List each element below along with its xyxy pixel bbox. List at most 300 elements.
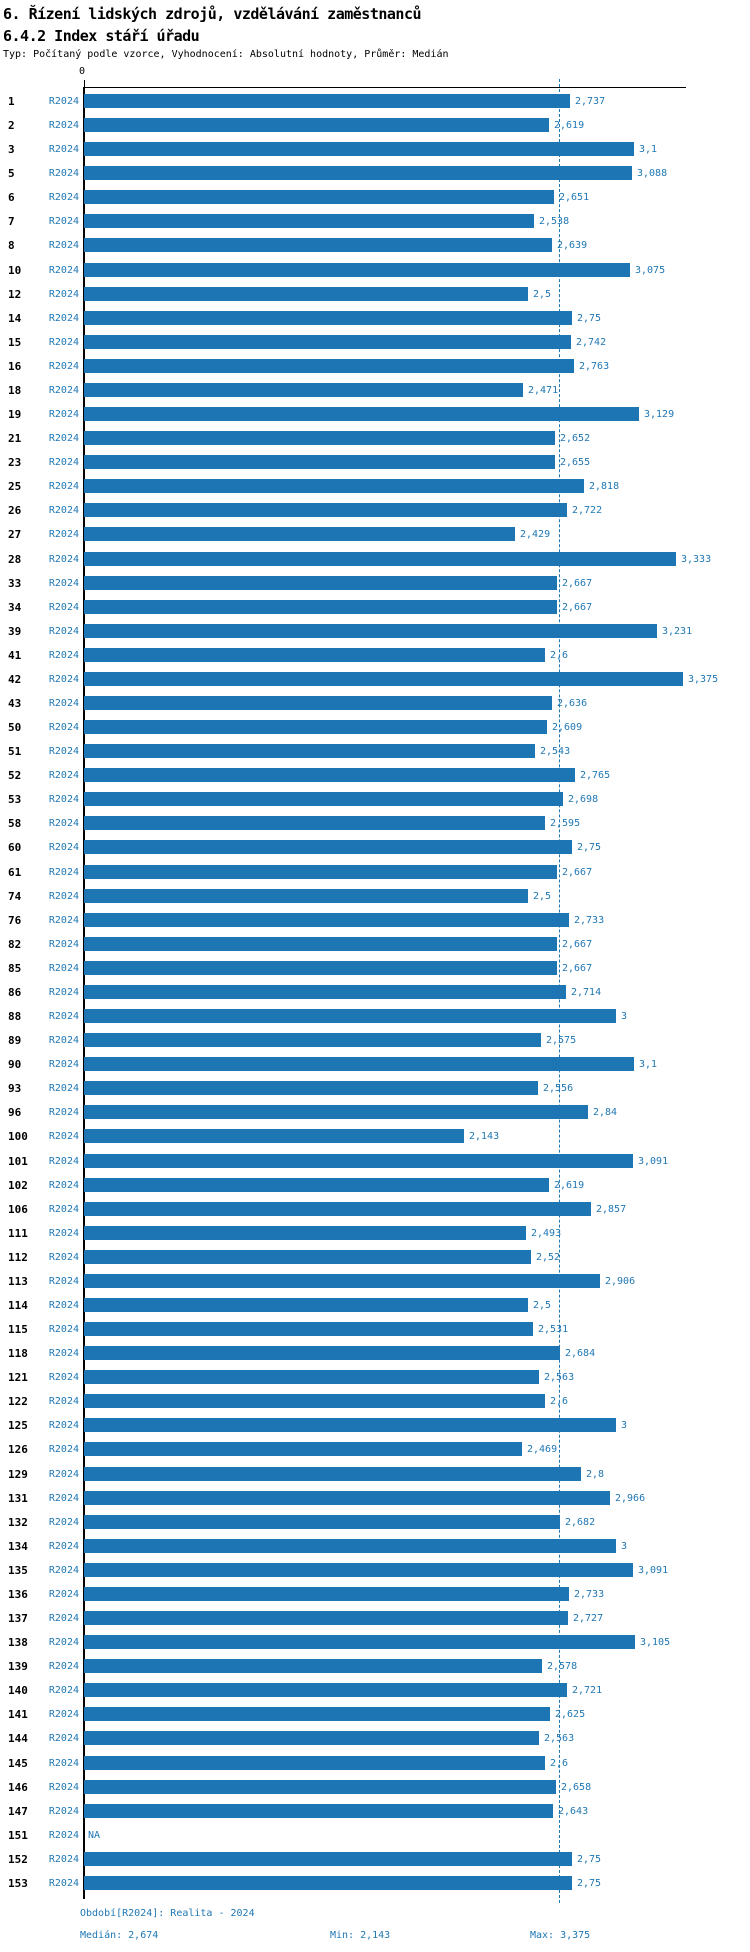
row-number: 121 [8,1371,28,1384]
bar [84,1467,581,1481]
chart-row [0,431,750,455]
series-label: R2024 [48,1782,79,1793]
chart-row [0,744,750,768]
chart-row [0,1563,750,1587]
row-number: 42 [8,673,22,686]
bar [84,1491,610,1505]
row-number: 147 [8,1805,28,1818]
row-number: 53 [8,793,22,806]
series-label: R2024 [48,1300,79,1311]
bar [84,552,676,566]
bar-value-label: 2,639 [557,240,588,251]
row-number: 126 [8,1443,28,1456]
bar [84,1322,533,1336]
series-label: R2024 [48,1180,79,1191]
bar [84,985,566,999]
bar [84,263,630,277]
bar [84,1683,567,1697]
bar-value-label: 2,563 [544,1372,575,1383]
bar [84,311,572,325]
bar [84,672,683,686]
series-label: R2024 [48,265,79,276]
series-label: R2024 [48,1011,79,1022]
bar-value-label: 2,75 [577,313,602,324]
bar-value-label: 2,538 [539,216,570,227]
bar [84,1250,531,1264]
series-label: R2024 [48,1469,79,1480]
bar [84,696,552,710]
row-number: 89 [8,1034,22,1047]
chart-row [0,142,750,166]
chart-row [0,1226,750,1250]
row-number: 3 [8,143,15,156]
bar [84,768,575,782]
bar-value-label: 2,667 [562,578,593,589]
chart-row [0,1852,750,1876]
series-label: R2024 [48,1517,79,1528]
bar [84,1587,569,1601]
chart-row [0,1731,750,1755]
chart-title-line1: 6. Řízení lidských zdrojů, vzdělávání zaměstnanců [3,5,422,23]
row-number: 129 [8,1468,28,1481]
bar [84,889,528,903]
chart-row [0,1154,750,1178]
row-number: 14 [8,312,22,325]
bar [84,383,523,397]
series-label: R2024 [48,1228,79,1239]
row-number: 137 [8,1612,28,1625]
series-label: R2024 [48,650,79,661]
chart-row [0,985,750,1009]
chart-row [0,1250,750,1274]
bar [84,624,657,638]
na-label: NA [88,1830,101,1841]
chart-row [0,937,750,961]
chart-row [0,1298,750,1322]
series-label: R2024 [48,529,79,540]
bar-value-label: 2,721 [572,1685,603,1696]
bar [84,287,528,301]
bar-value-label: 2,75 [577,1878,602,1889]
bar [84,913,569,927]
row-number: 52 [8,769,22,782]
bar [84,455,555,469]
series-label: R2024 [48,289,79,300]
bar [84,1033,541,1047]
series-label: R2024 [48,240,79,251]
bar [84,1876,572,1890]
bar-value-label: 2,563 [544,1733,575,1744]
bar-value-label: 2,737 [575,96,606,107]
chart-row [0,768,750,792]
bar-value-label: 2,667 [562,963,593,974]
bar [84,576,557,590]
chart-row [0,1178,750,1202]
series-label: R2024 [48,1806,79,1817]
series-label: R2024 [48,1035,79,1046]
bar-value-label: 2,84 [593,1107,618,1118]
bar-value-label: 2,75 [577,842,602,853]
row-number: 76 [8,914,22,927]
row-number: 60 [8,841,22,854]
bar [84,166,632,180]
chart-row [0,1804,750,1828]
bar [84,527,515,541]
row-number: 2 [8,119,15,132]
chart-row [0,407,750,431]
bar [84,1707,550,1721]
bar-value-label: 2,698 [568,794,599,805]
chart-title-line2: 6.4.2 Index stáří úřadu [3,27,200,45]
series-label: R2024 [48,1589,79,1600]
bar [84,1731,539,1745]
row-number: 151 [8,1829,28,1842]
bar [84,1539,616,1553]
bar-value-label: 2,857 [596,1204,627,1215]
bar [84,1563,633,1577]
row-number: 25 [8,480,22,493]
series-label: R2024 [48,1733,79,1744]
row-number: 15 [8,336,22,349]
bar-value-label: 2,578 [547,1661,578,1672]
series-label: R2024 [48,481,79,492]
bar-value-label: 2,722 [572,505,603,516]
bar-value-label: 2,652 [560,433,591,444]
chart-row [0,238,750,262]
bar [84,840,572,854]
bar-value-label: 3 [621,1011,628,1022]
bar [84,94,570,108]
row-number: 134 [8,1540,28,1553]
chart-row [0,1274,750,1298]
bar [84,1804,553,1818]
bar [84,142,634,156]
chart-row [0,287,750,311]
bar-value-label: 2,763 [579,361,610,372]
bar [84,1346,560,1360]
bar-value-label: 2,471 [528,385,559,396]
series-label: R2024 [48,1131,79,1142]
series-label: R2024 [48,96,79,107]
x-axis-line [84,87,686,88]
bar-value-label: 2,906 [605,1276,636,1287]
series-label: R2024 [48,794,79,805]
series-label: R2024 [48,602,79,613]
series-label: R2024 [48,1661,79,1672]
series-label: R2024 [48,1565,79,1576]
chart-row [0,961,750,985]
chart-row [0,1491,750,1515]
row-number: 1 [8,95,15,108]
chart-row [0,913,750,937]
row-number: 96 [8,1106,22,1119]
chart-row [0,1346,750,1370]
row-number: 34 [8,601,22,614]
bar [84,937,557,951]
bar [84,648,545,662]
chart-row [0,263,750,287]
chart-row [0,1756,750,1780]
chart-row [0,1442,750,1466]
chart-row [0,190,750,214]
chart-row [0,335,750,359]
bar [84,359,574,373]
bar [84,1515,560,1529]
chart-row [0,889,750,913]
series-label: R2024 [48,1324,79,1335]
bar-value-label: 3,1 [639,1059,658,1070]
series-label: R2024 [48,1758,79,1769]
series-label: R2024 [48,1156,79,1167]
chart-row [0,359,750,383]
bar [84,1298,528,1312]
series-label: R2024 [48,120,79,131]
chart-row [0,720,750,744]
series-label: R2024 [48,433,79,444]
bar-value-label: 2,5 [533,891,552,902]
series-label: R2024 [48,891,79,902]
row-number: 27 [8,528,22,541]
chart-row [0,1129,750,1153]
series-label: R2024 [48,409,79,420]
chart-row [0,576,750,600]
bar-value-label: 2,742 [576,337,607,348]
bar [84,1274,600,1288]
bar-value-label: 2,143 [469,1131,500,1142]
bar-value-label: 3,231 [662,626,693,637]
series-label: R2024 [48,746,79,757]
chart-row [0,1033,750,1057]
series-label: R2024 [48,674,79,685]
row-number: 152 [8,1853,28,1866]
series-label: R2024 [48,313,79,324]
x-axis-zero-label: 0 [79,66,86,77]
chart-row [0,1780,750,1804]
bar-value-label: 3,375 [688,674,719,685]
row-number: 12 [8,288,22,301]
chart-row [0,383,750,407]
bar-value-label: 2,643 [558,1806,589,1817]
bar [84,1780,556,1794]
series-label: R2024 [48,1541,79,1552]
bar-value-label: 3,091 [638,1156,669,1167]
bar [84,190,554,204]
chart-row [0,1828,750,1852]
row-number: 145 [8,1757,28,1770]
row-number: 153 [8,1877,28,1890]
row-number: 118 [8,1347,28,1360]
series-label: R2024 [48,1854,79,1865]
chart-row [0,1539,750,1563]
series-label: R2024 [48,144,79,155]
chart-row [0,1611,750,1635]
bar-value-label: 3,088 [637,168,668,179]
bar [84,335,571,349]
chart-row [0,1659,750,1683]
chart-row [0,1202,750,1226]
bar-value-label: 3,333 [681,554,712,565]
chart-row [0,1105,750,1129]
bar-value-label: 2,667 [562,867,593,878]
bar [84,1105,588,1119]
chart-row [0,118,750,142]
row-number: 139 [8,1660,28,1673]
row-number: 90 [8,1058,22,1071]
series-label: R2024 [48,1493,79,1504]
row-number: 136 [8,1588,28,1601]
series-label: R2024 [48,867,79,878]
chart-row [0,1876,750,1900]
chart-row [0,1418,750,1442]
bar-value-label: 2,6 [550,1396,569,1407]
chart-row [0,94,750,118]
bar [84,1178,549,1192]
chart-subtitle: Typ: Počítaný podle vzorce, Vyhodnocení: Absolutní hodnoty, Průměr: Medián [3,49,449,60]
bar [84,1635,635,1649]
row-number: 102 [8,1179,28,1192]
chart-row [0,1635,750,1659]
chart-row [0,1467,750,1491]
row-number: 114 [8,1299,28,1312]
row-number: 23 [8,456,22,469]
bar-value-label: 2,727 [573,1613,604,1624]
bar-value-label: 2,575 [546,1035,577,1046]
chart-row [0,792,750,816]
bar [84,118,549,132]
row-number: 10 [8,264,22,277]
row-number: 122 [8,1395,28,1408]
bar-value-label: 2,658 [561,1782,592,1793]
bar [84,1154,633,1168]
bar [84,1418,616,1432]
chart-row [0,1370,750,1394]
bar-value-label: 2,667 [562,939,593,950]
series-label: R2024 [48,722,79,733]
series-label: R2024 [48,337,79,348]
series-label: R2024 [48,1252,79,1263]
bar-value-label: 3,091 [638,1565,669,1576]
row-number: 101 [8,1155,28,1168]
chart-row [0,648,750,672]
footer-period: Období[R2024]: Realita - 2024 [80,1908,255,1919]
series-label: R2024 [48,818,79,829]
series-label: R2024 [48,939,79,950]
bar [84,744,535,758]
row-number: 61 [8,866,22,879]
chart-row [0,1009,750,1033]
row-number: 132 [8,1516,28,1529]
series-label: R2024 [48,626,79,637]
bar [84,1394,545,1408]
bar [84,1081,538,1095]
bar-value-label: 2,818 [589,481,620,492]
chart-row [0,1707,750,1731]
series-label: R2024 [48,1420,79,1431]
row-number: 5 [8,167,15,180]
chart-row [0,624,750,648]
footer-median-stat: Medián: 2,674 [80,1930,159,1941]
series-label: R2024 [48,578,79,589]
bar [84,479,584,493]
bar-value-label: 2,595 [550,818,581,829]
bar [84,1659,542,1673]
bar [84,792,563,806]
row-number: 113 [8,1275,28,1288]
bar [84,865,557,879]
x-axis-zero-tick [84,80,85,87]
chart-row [0,1515,750,1539]
row-number: 131 [8,1492,28,1505]
row-number: 51 [8,745,22,758]
series-label: R2024 [48,915,79,926]
row-number: 41 [8,649,22,662]
bar-value-label: 2,684 [565,1348,596,1359]
series-label: R2024 [48,1372,79,1383]
row-number: 43 [8,697,22,710]
row-number: 58 [8,817,22,830]
row-number: 19 [8,408,22,421]
bar [84,1442,522,1456]
bar-value-label: 2,493 [531,1228,562,1239]
row-number: 125 [8,1419,28,1432]
bar-value-label: 2,714 [571,987,602,998]
bar-value-label: 2,655 [560,457,591,468]
bar [84,1226,526,1240]
bar-value-label: 2,5 [533,1300,552,1311]
row-number: 82 [8,938,22,951]
row-number: 18 [8,384,22,397]
chart-row [0,1057,750,1081]
footer-min-stat: Min: 2,143 [330,1930,391,1941]
row-number: 50 [8,721,22,734]
bar-value-label: 2,682 [565,1517,596,1528]
chart-row [0,840,750,864]
bar [84,431,555,445]
bar [84,1057,634,1071]
row-number: 111 [8,1227,28,1240]
row-number: 86 [8,986,22,999]
chart-row [0,503,750,527]
bar [84,407,639,421]
bar [84,1611,568,1625]
bar-value-label: 2,6 [550,1758,569,1769]
series-label: R2024 [48,168,79,179]
bar [84,961,557,975]
chart-row [0,1683,750,1707]
row-number: 39 [8,625,22,638]
row-number: 141 [8,1708,28,1721]
chart-row [0,311,750,335]
series-label: R2024 [48,1830,79,1841]
bar [84,503,567,517]
footer-max-stat: Max: 3,375 [530,1930,591,1941]
bar-value-label: 2,966 [615,1493,646,1504]
series-label: R2024 [48,1276,79,1287]
series-label: R2024 [48,192,79,203]
chart-row [0,696,750,720]
bar-value-label: 2,75 [577,1854,602,1865]
bar-value-label: 2,625 [555,1709,586,1720]
row-number: 6 [8,191,15,204]
row-number: 88 [8,1010,22,1023]
row-number: 16 [8,360,22,373]
row-number: 7 [8,215,15,228]
series-label: R2024 [48,1107,79,1118]
bar [84,600,557,614]
series-label: R2024 [48,1204,79,1215]
chart-row [0,527,750,551]
row-number: 144 [8,1732,28,1745]
